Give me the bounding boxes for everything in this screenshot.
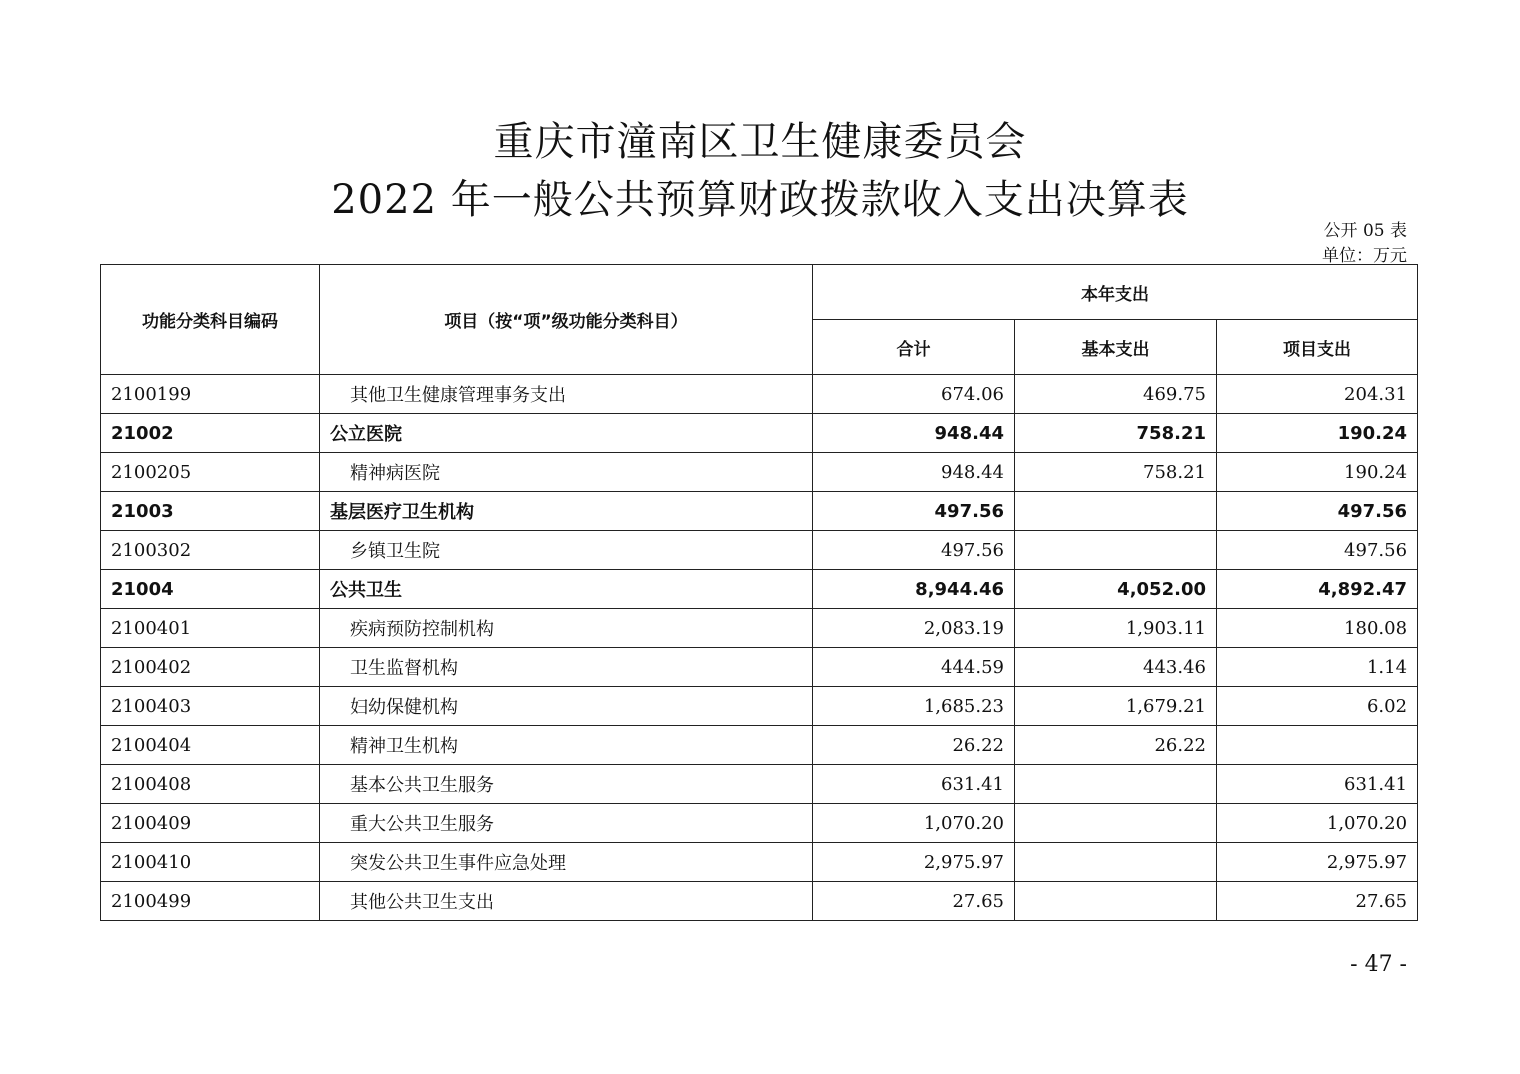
cell-name: 其他卫生健康管理事务支出 [320,375,813,414]
cell-code: 2100408 [101,765,320,804]
cell-code: 2100401 [101,609,320,648]
cell-project: 631.41 [1217,765,1418,804]
table-row [101,492,1418,531]
header-project: 项目支出 [1217,320,1418,375]
cell-basic [1015,804,1217,843]
cell-code: 21003 [101,492,320,531]
table-row [101,765,1418,804]
cell-project: 1.14 [1217,648,1418,687]
table-row [101,687,1418,726]
cell-code: 21002 [101,414,320,453]
cell-total: 674.06 [813,375,1015,414]
cell-code: 2100199 [101,375,320,414]
table-row [101,453,1418,492]
cell-total: 1,685.23 [813,687,1015,726]
cell-name: 基层医疗卫生机构 [320,492,813,531]
cell-name: 重大公共卫生服务 [320,804,813,843]
cell-basic: 443.46 [1015,648,1217,687]
cell-project: 4,892.47 [1217,570,1418,609]
table-row [101,648,1418,687]
cell-project: 180.08 [1217,609,1418,648]
table-row [101,375,1418,414]
cell-code: 2100302 [101,531,320,570]
cell-code: 21004 [101,570,320,609]
cell-basic: 26.22 [1015,726,1217,765]
cell-total: 27.65 [813,882,1015,921]
header-code: 功能分类科目编码 [101,265,320,375]
table-row [101,882,1418,921]
cell-total: 497.56 [813,531,1015,570]
cell-code: 2100409 [101,804,320,843]
table-row [101,726,1418,765]
cell-code: 2100403 [101,687,320,726]
unit-label: 单位：万元 [1322,246,1407,266]
cell-code: 2100205 [101,453,320,492]
cell-project: 190.24 [1217,453,1418,492]
cell-code: 2100499 [101,882,320,921]
header-item: 项目（按“项”级功能分类科目） [320,265,813,375]
header-total: 合计 [813,320,1015,375]
cell-name: 疾病预防控制机构 [320,609,813,648]
cell-total: 2,083.19 [813,609,1015,648]
cell-basic [1015,492,1217,531]
cell-name: 突发公共卫生事件应急处理 [320,843,813,882]
cell-name: 基本公共卫生服务 [320,765,813,804]
table-row [101,804,1418,843]
page-number: - 47 - [1350,952,1407,977]
cell-project: 1,070.20 [1217,804,1418,843]
cell-basic: 469.75 [1015,375,1217,414]
cell-basic: 4,052.00 [1015,570,1217,609]
cell-name: 妇幼保健机构 [320,687,813,726]
cell-project: 190.24 [1217,414,1418,453]
cell-total: 631.41 [813,765,1015,804]
cell-project [1217,726,1418,765]
cell-basic [1015,843,1217,882]
cell-basic: 1,679.21 [1015,687,1217,726]
cell-name: 其他公共卫生支出 [320,882,813,921]
cell-name: 公立医院 [320,414,813,453]
cell-basic [1015,882,1217,921]
table-row [101,414,1418,453]
table-row [101,609,1418,648]
cell-name: 精神病医院 [320,453,813,492]
cell-name: 卫生监督机构 [320,648,813,687]
cell-project: 497.56 [1217,492,1418,531]
table-code: 公开 05 表 [1323,221,1407,241]
cell-total: 2,975.97 [813,843,1015,882]
table-row [101,531,1418,570]
cell-total: 444.59 [813,648,1015,687]
cell-name: 精神卫生机构 [320,726,813,765]
cell-name: 乡镇卫生院 [320,531,813,570]
cell-total: 8,944.46 [813,570,1015,609]
budget-table [100,264,1418,921]
header-basic: 基本支出 [1015,320,1217,375]
cell-basic: 758.21 [1015,414,1217,453]
cell-basic [1015,765,1217,804]
cell-total: 948.44 [813,414,1015,453]
cell-code: 2100402 [101,648,320,687]
table-row [101,570,1418,609]
cell-total: 497.56 [813,492,1015,531]
cell-project: 497.56 [1217,531,1418,570]
page-title: 重庆市潼南区卫生健康委员会 [493,119,1027,165]
cell-project: 6.02 [1217,687,1418,726]
cell-total: 948.44 [813,453,1015,492]
cell-project: 204.31 [1217,375,1418,414]
cell-project: 27.65 [1217,882,1418,921]
cell-total: 1,070.20 [813,804,1015,843]
table-row [101,843,1418,882]
cell-basic: 1,903.11 [1015,609,1217,648]
header-current-year: 本年支出 [813,265,1418,320]
cell-project: 2,975.97 [1217,843,1418,882]
cell-code: 2100404 [101,726,320,765]
cell-basic: 758.21 [1015,453,1217,492]
cell-basic [1015,531,1217,570]
cell-total: 26.22 [813,726,1015,765]
cell-code: 2100410 [101,843,320,882]
page-subtitle: 2022 年一般公共预算财政拨款收入支出决算表 [331,177,1189,223]
cell-name: 公共卫生 [320,570,813,609]
